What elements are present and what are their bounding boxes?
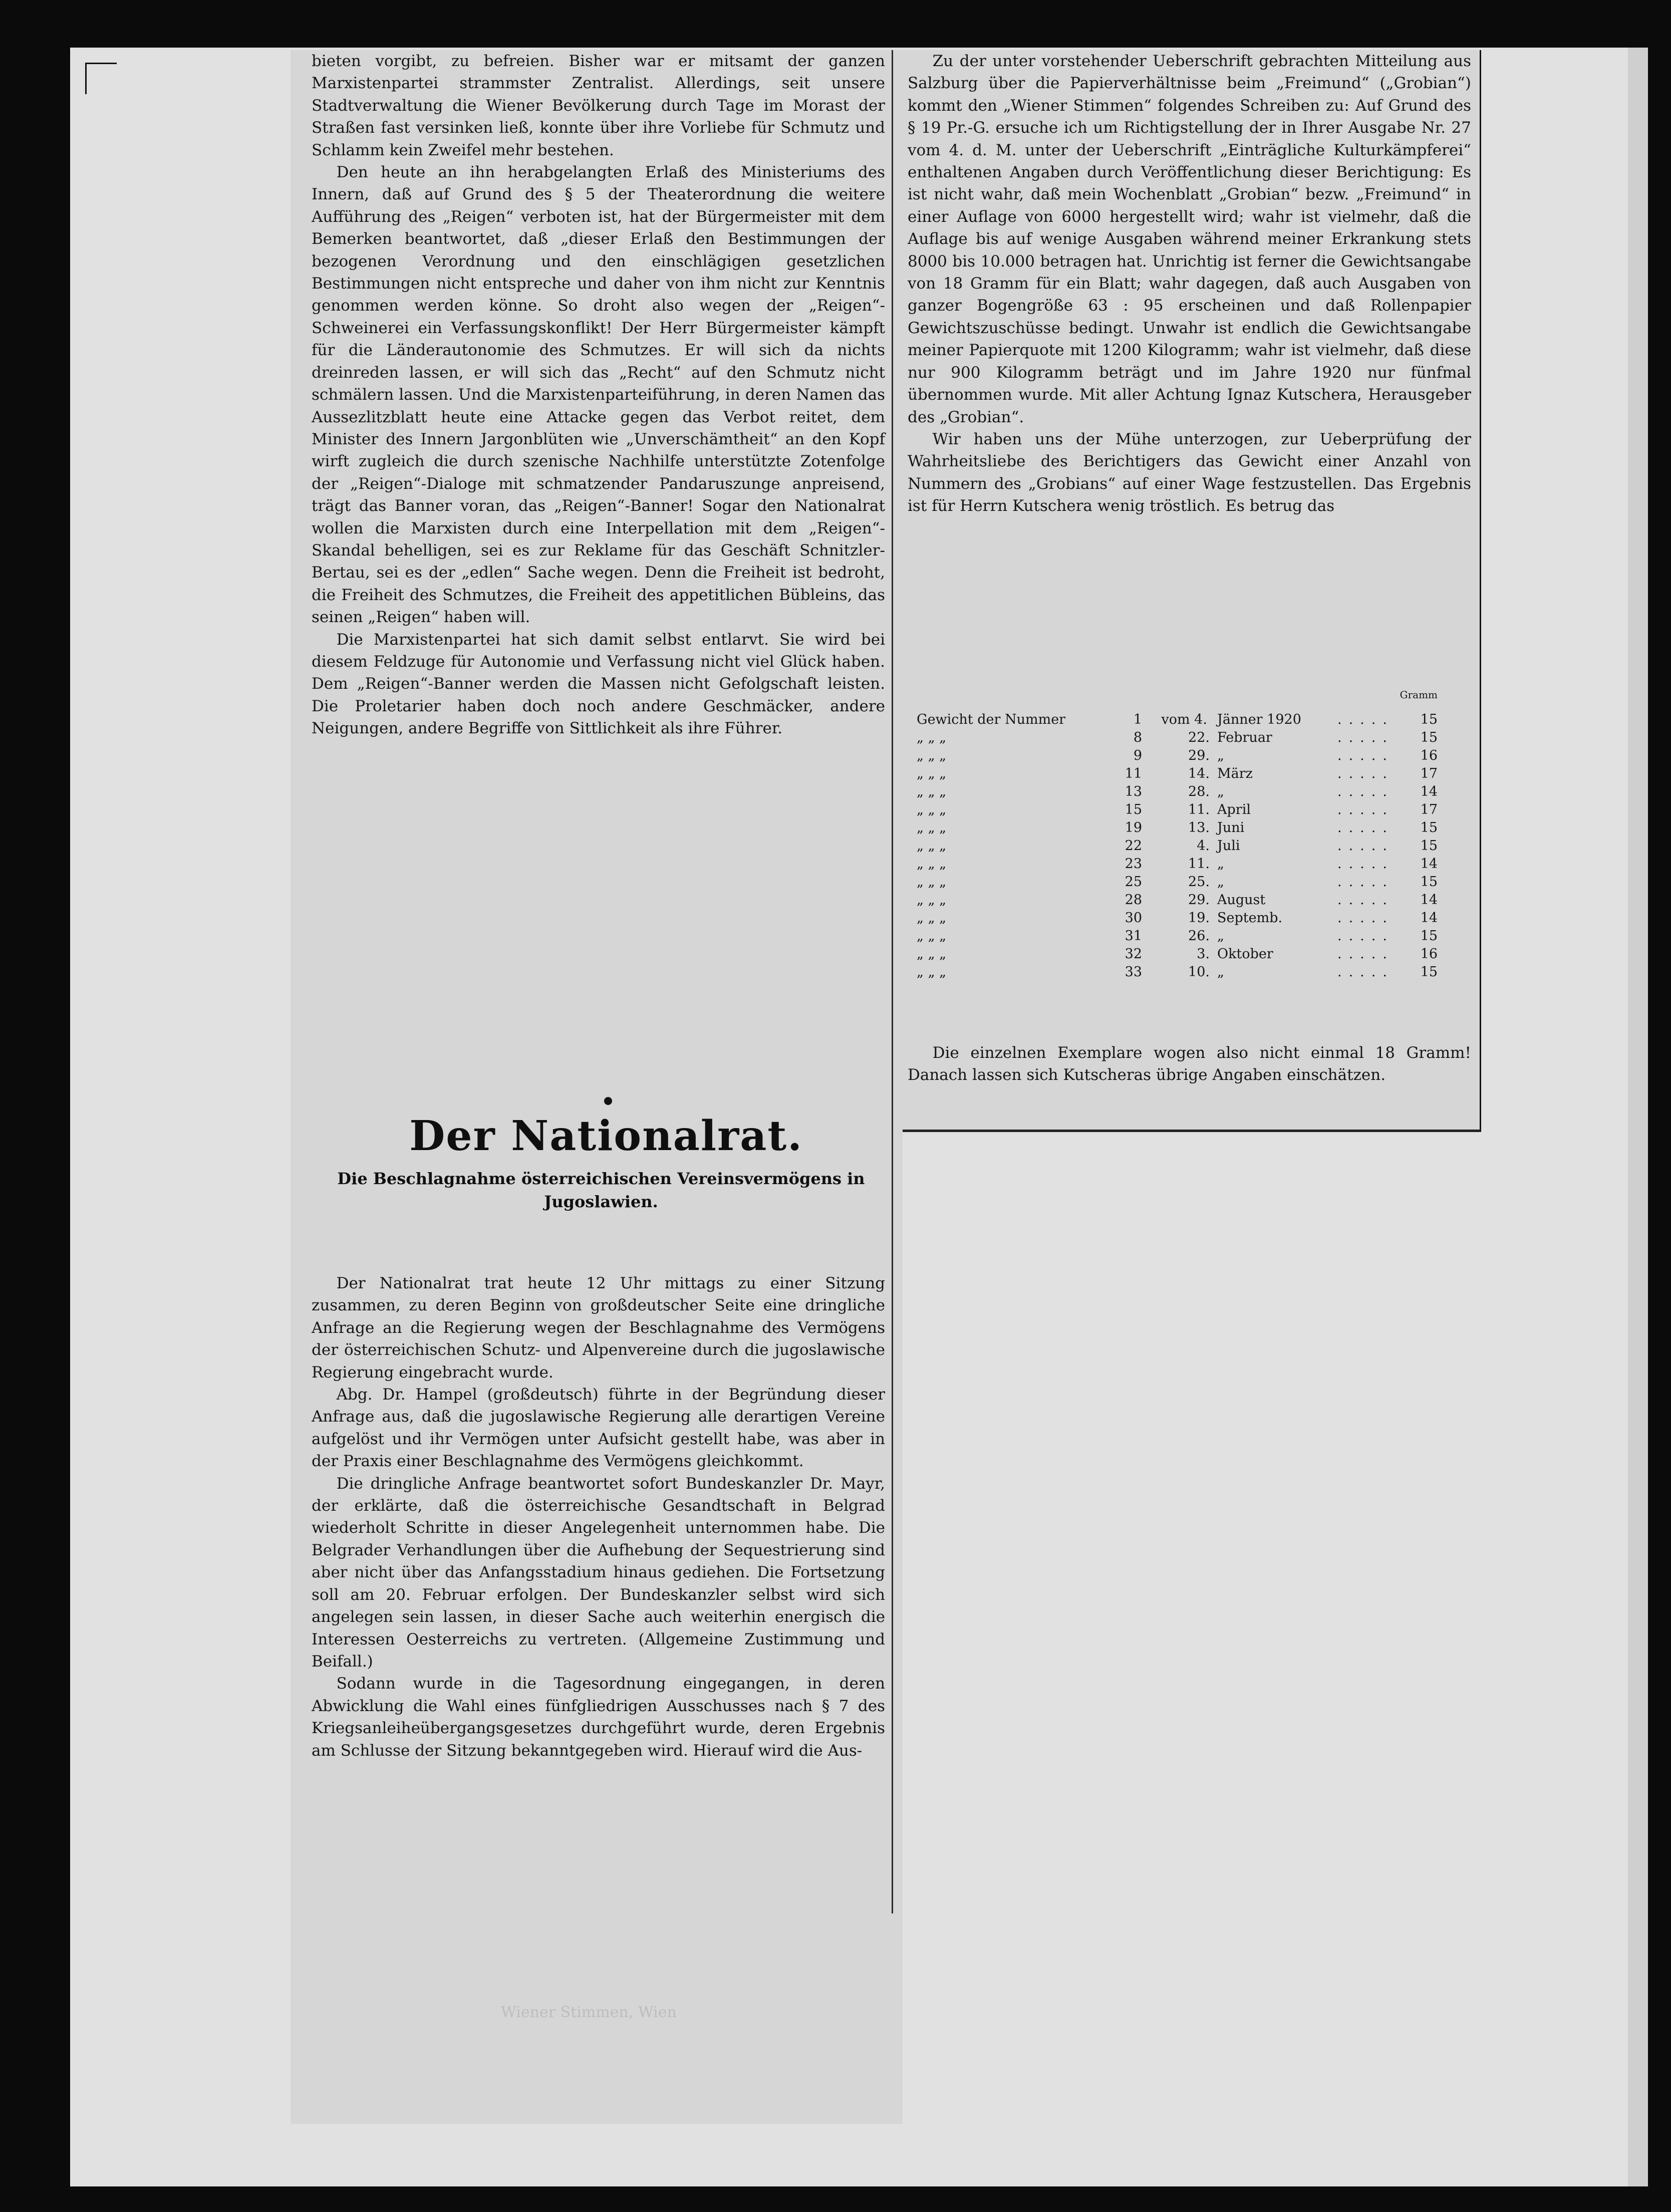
issue-month: „ bbox=[1217, 748, 1224, 763]
right-column-closing bbox=[908, 1042, 1471, 1086]
leader-dots: ..... bbox=[1337, 928, 1394, 944]
issue-day: 25. bbox=[1188, 874, 1210, 890]
weight-row bbox=[917, 712, 1438, 730]
leader-dots: ..... bbox=[1337, 748, 1394, 763]
paragraph: Den heute an ihn herabgelangten Erlaß des Ministeriums des Innern, daß auf Grund des § 5 der Theaterordnung die weitere Aufführung des „Reigen“ verboten ist, hat der Bürgermeister mit dem Bemerken beantwortet, daß „dieser Erlaß den Bestimmungen der bezogenen Verordnung und den einschlägigen gesetzlichen Bestimmungen nicht entspreche und daher von ihm nicht zur Kenntnis genommen werden könne. So droht also wegen der „Reigen“-Schweinerei ein Verfassungskonflikt! Der Herr Bürgermeister kämpft für die Länderautonomie des Schmutzes. Er will sich da nichts dreinreden lassen, er will sich das „Recht“ auf den Schmutz nicht schmälern lassen. Und die Marxistenparteiführung, in deren Namen das Aussezlitzblatt heute eine Attacke gegen das Verbot reitet, dem Minister des Innern Jargonblüten wie „Unverschämtheit“ an den Kopf wirft zugleich die durch szenische Nachhilfe unterstützte Zotenfolge der „Reigen“-Dialoge mit schmatzender Pandaruszunge anpreisend, trägt das Banner voran, das „Reigen“-Banner! Sogar den Nationalrat wollen die Marxisten durch eine Interpellation mit dem „Reigen“-Skandal behelligen, sei es zur Reklame für das Geschäft Schnitzler-Bertau, sei es der „edlen“ Sache wegen. Denn die Freiheit ist bedroht, die Freiheit des Schmutzes, die Freiheit des appetitlichen Bübleins, das seinen „Reigen“ haben will. bbox=[312, 163, 885, 627]
leader-dots: ..... bbox=[1337, 910, 1394, 926]
row-label: „ „ „ bbox=[917, 856, 947, 872]
issue-month: April bbox=[1217, 802, 1251, 817]
leader-dots: ..... bbox=[1337, 766, 1394, 781]
row-label: „ „ „ bbox=[917, 784, 947, 799]
unit-header: Gramm bbox=[1400, 689, 1438, 701]
weight-row bbox=[917, 748, 1438, 766]
leader-dots: ..... bbox=[1337, 838, 1394, 854]
row-label: „ „ „ bbox=[917, 892, 947, 908]
paragraph: bieten vorgibt, zu befreien. Bisher war er mitsamt der ganzen Marxistenpartei strammster Zentralist. Allerdings, seit unsere Stadtverwaltung die Wiener Bevölkerung durch Tage im Morast der Straßen fast versinken ließ, konnte über ihre Vorliebe für Schmutz und Schlamm kein Zweifel mehr bestehen. bbox=[312, 52, 885, 159]
issue-month: „ bbox=[1217, 964, 1224, 980]
issue-number: 23 bbox=[1125, 856, 1142, 872]
leader-dots: ..... bbox=[1337, 856, 1394, 872]
issue-number: 8 bbox=[1133, 730, 1142, 745]
weight-row bbox=[917, 928, 1438, 946]
separator-dot bbox=[604, 1097, 612, 1105]
leader-dots: ..... bbox=[1337, 874, 1394, 890]
issue-number: 19 bbox=[1125, 820, 1142, 836]
row-label: „ „ „ bbox=[917, 820, 947, 836]
issue-day: 14. bbox=[1188, 766, 1210, 781]
right-column-text bbox=[908, 50, 1471, 517]
weight-row bbox=[917, 838, 1438, 856]
weight-grams: 15 bbox=[1420, 928, 1438, 944]
row-label: „ „ „ bbox=[917, 946, 947, 962]
leader-dots: ..... bbox=[1337, 892, 1394, 908]
issue-day: 29. bbox=[1188, 892, 1210, 908]
issue-day: vom 4. bbox=[1161, 712, 1207, 727]
weight-grams: 16 bbox=[1420, 946, 1438, 962]
archive-stamp: Wiener Stimmen, Wien bbox=[501, 2004, 677, 2021]
issue-number: 32 bbox=[1125, 946, 1142, 962]
leader-dots: ..... bbox=[1337, 820, 1394, 836]
issue-month: „ bbox=[1217, 874, 1224, 890]
issue-day: 26. bbox=[1188, 928, 1210, 944]
weight-row bbox=[917, 802, 1438, 820]
leader-dots: ..... bbox=[1337, 784, 1394, 799]
weight-row bbox=[917, 964, 1438, 982]
row-label: „ „ „ bbox=[917, 838, 947, 854]
issue-day: 11. bbox=[1188, 802, 1210, 817]
issue-month: März bbox=[1217, 766, 1253, 781]
paragraph: Sodann wurde in die Tagesordnung eingegangen, in deren Abwicklung die Wahl eines fünfgliedrigen Ausschusses nach § 7 des Kriegsanleiheübergangsgesetzes durchgeführt wurde, deren Ergebnis am Schlusse der Sitzung bekanntgegeben wird. Hierauf wird die Aus- bbox=[312, 1675, 885, 1760]
issue-day: 3. bbox=[1197, 946, 1210, 962]
article-headline: Der Nationalrat. bbox=[409, 1112, 803, 1160]
issue-month: „ bbox=[1217, 856, 1224, 872]
paragraph: Die einzelnen Exemplare wogen also nicht einmal 18 Gramm! Danach lassen sich Kutscheras übrige Angaben einschätzen. bbox=[908, 1044, 1471, 1084]
weight-grams: 15 bbox=[1420, 712, 1438, 727]
weight-grams: 15 bbox=[1420, 838, 1438, 854]
issue-day: 11. bbox=[1188, 856, 1210, 872]
weight-row bbox=[917, 856, 1438, 874]
issue-number: 13 bbox=[1125, 784, 1142, 799]
issue-day: 4. bbox=[1197, 838, 1210, 854]
weight-row bbox=[917, 946, 1438, 964]
issue-month: Februar bbox=[1217, 730, 1272, 745]
paragraph: Abg. Dr. Hampel (großdeutsch) führte in der Begründung dieser Anfrage aus, daß die jugoslawische Regierung alle derartigen Vereine aufgelöst und ihr Vermögen unter Aufsicht gestellt habe, was aber in der Praxis einer Beschlagnahme des Vermögens gleichkommt. bbox=[312, 1386, 885, 1471]
issue-number: 15 bbox=[1125, 802, 1142, 817]
issue-number: 22 bbox=[1125, 838, 1142, 854]
row-label: „ „ „ bbox=[917, 802, 947, 817]
leader-dots: ..... bbox=[1337, 964, 1394, 980]
weight-grams: 15 bbox=[1420, 730, 1438, 745]
crop-corner-mark bbox=[85, 63, 117, 94]
issue-month: „ bbox=[1217, 928, 1224, 944]
issue-month: Juli bbox=[1217, 838, 1240, 854]
row-label: „ „ „ bbox=[917, 964, 947, 980]
issue-day: 13. bbox=[1188, 820, 1210, 836]
issue-day: 19. bbox=[1188, 910, 1210, 926]
row-label: „ „ „ bbox=[917, 928, 947, 944]
issue-number: 25 bbox=[1125, 874, 1142, 890]
issue-day: 29. bbox=[1188, 748, 1210, 763]
weight-grams: 17 bbox=[1420, 802, 1438, 817]
leader-dots: ..... bbox=[1337, 946, 1394, 962]
issue-day: 22. bbox=[1188, 730, 1210, 745]
weight-row bbox=[917, 820, 1438, 838]
weight-grams: 17 bbox=[1420, 766, 1438, 781]
row-label: „ „ „ bbox=[917, 910, 947, 926]
article-subhead: Die Beschlagnahme österreichischen Vereinsvermögens in Jugoslawien. bbox=[337, 1169, 865, 1211]
weight-row bbox=[917, 784, 1438, 802]
weight-grams: 14 bbox=[1420, 856, 1438, 872]
paragraph: Wir haben uns der Mühe unterzogen, zur Ueberprüfung der Wahrheitsliebe des Berichtigers das Gewicht einer Anzahl von Nummern des „Grobians“ auf einer Wage festzustellen. Das Ergebnis ist für Herrn Kutschera wenig tröstlich. Es betrug das bbox=[908, 430, 1471, 515]
weight-row bbox=[917, 766, 1438, 784]
weight-row bbox=[917, 892, 1438, 910]
issue-day: 28. bbox=[1188, 784, 1210, 799]
weight-row bbox=[917, 874, 1438, 892]
issue-number: 11 bbox=[1125, 766, 1142, 781]
weight-row bbox=[917, 730, 1438, 748]
issue-month: „ bbox=[1217, 784, 1224, 799]
weight-grams: 14 bbox=[1420, 910, 1438, 926]
issue-number: 30 bbox=[1125, 910, 1142, 926]
paragraph: Zu der unter vorstehender Ueberschrift gebrachten Mitteilung aus Salzburg über die Papierverhältnisse beim „Freimund“ („Grobian“) kommt den „Wiener Stimmen“ folgendes Schreiben zu: Auf Grund des § 19 Pr.-G. ersuche ich um Richtigstellung der in Ihrer Ausgabe Nr. 27 vom 4. d. M. unter der Ueberschrift „Einträgliche Kulturkämpferei“ enthaltenen Angaben durch Veröffentlichung dieser Berichtigung: Es ist nicht wahr, daß mein Wochenblatt „Grobian“ bezw. „Freimund“ in einer Auflage von 6000 hergestellt wird; wahr ist vielmehr, daß die Auflage bis auf wenige Ausgaben während meiner Erkrankung stets 8000 bis 10.000 betragen hat. Unrichtig ist ferner die Gewichtsangabe von 18 Gramm für ein Blatt; wahr dagegen, daß auch Ausgaben von ganzer Bogengröße 63 : 95 erscheinen und daß Rollenpapier Gewichtszuschüsse bedingt. Unwahr ist endlich die Gewichtsangabe meiner Papierquote mit 1200 Kilogramm; wahr ist vielmehr, daß diese nur 900 Kilogramm beträgt und im Jahre 1920 nur fünfmal übernommen wurde. Mit aller Achtung Ignaz Kutschera, Herausgeber des „Grobian“. bbox=[908, 52, 1471, 426]
leader-dots: ..... bbox=[1337, 730, 1394, 745]
issue-number: 1 bbox=[1133, 712, 1142, 727]
weight-grams: 15 bbox=[1420, 964, 1438, 980]
row-label: Gewicht der Nummer bbox=[917, 712, 1066, 727]
leader-dots: ..... bbox=[1337, 802, 1394, 817]
sheet-edge bbox=[1628, 48, 1648, 2186]
issue-month: Oktober bbox=[1217, 946, 1273, 962]
issue-number: 31 bbox=[1125, 928, 1142, 944]
row-label: „ „ „ bbox=[917, 874, 947, 890]
row-label: „ „ „ bbox=[917, 748, 947, 763]
issue-month: Jänner 1920 bbox=[1217, 712, 1301, 727]
weight-row bbox=[917, 910, 1438, 928]
issue-day: 10. bbox=[1188, 964, 1210, 980]
row-label: „ „ „ bbox=[917, 766, 947, 781]
nationalrat-article-text bbox=[312, 1272, 885, 1762]
issue-month: Juni bbox=[1217, 820, 1245, 836]
paragraph: Der Nationalrat trat heute 12 Uhr mittags zu einer Sitzung zusammen, zu deren Beginn von großdeutscher Seite eine dringliche Anfrage an die Regierung wegen der Beschlagnahme des Vermögens der österreichischen Schutz- und Alpenvereine durch die jugoslawische Regierung eingebracht wurde. bbox=[312, 1274, 885, 1381]
issue-month: August bbox=[1217, 892, 1266, 908]
weight-grams: 15 bbox=[1420, 820, 1438, 836]
paragraph: Die dringliche Anfrage beantwortet sofort Bundeskanzler Dr. Mayr, der erklärte, daß die österreichische Gesandtschaft in Belgrad wiederholt Schritte in dieser Angelegenheit unternommen habe. Die Belgrader Verhandlungen über die Aufhebung der Sequestrierung sind aber nicht über das Anfangsstadium hinaus gediehen. Die Fortsetzung soll am 20. Februar erfolgen. Der Bundeskanzler selbst wird sich angelegen sein lassen, in dieser Sache auch weiterhin energisch die Interessen Oesterreichs zu vertreten. (Allgemeine Zustimmung und Beifall.) bbox=[312, 1474, 885, 1671]
column-rule bbox=[892, 50, 893, 1913]
leader-dots: ..... bbox=[1337, 712, 1394, 727]
issue-number: 9 bbox=[1133, 748, 1142, 763]
left-column-text bbox=[312, 50, 885, 740]
paragraph: Die Marxistenpartei hat sich damit selbst entlarvt. Sie wird bei diesem Feldzuge für Autonomie und Verfassung nicht viel Glück haben. Dem „Reigen“-Banner werden die Massen nicht Gefolgschaft leisten. Die Proletarier haben doch noch andere Geschmäcker, andere Neigungen, andere Begriffe von Sittlichkeit als ihre Führer. bbox=[312, 630, 885, 738]
row-label: „ „ „ bbox=[917, 730, 947, 745]
weight-grams: 16 bbox=[1420, 748, 1438, 763]
weight-grams: 14 bbox=[1420, 784, 1438, 799]
issue-month: Septemb. bbox=[1217, 910, 1283, 926]
weight-grams: 15 bbox=[1420, 874, 1438, 890]
issue-number: 33 bbox=[1125, 964, 1142, 980]
weight-grams: 14 bbox=[1420, 892, 1438, 908]
issue-number: 28 bbox=[1125, 892, 1142, 908]
